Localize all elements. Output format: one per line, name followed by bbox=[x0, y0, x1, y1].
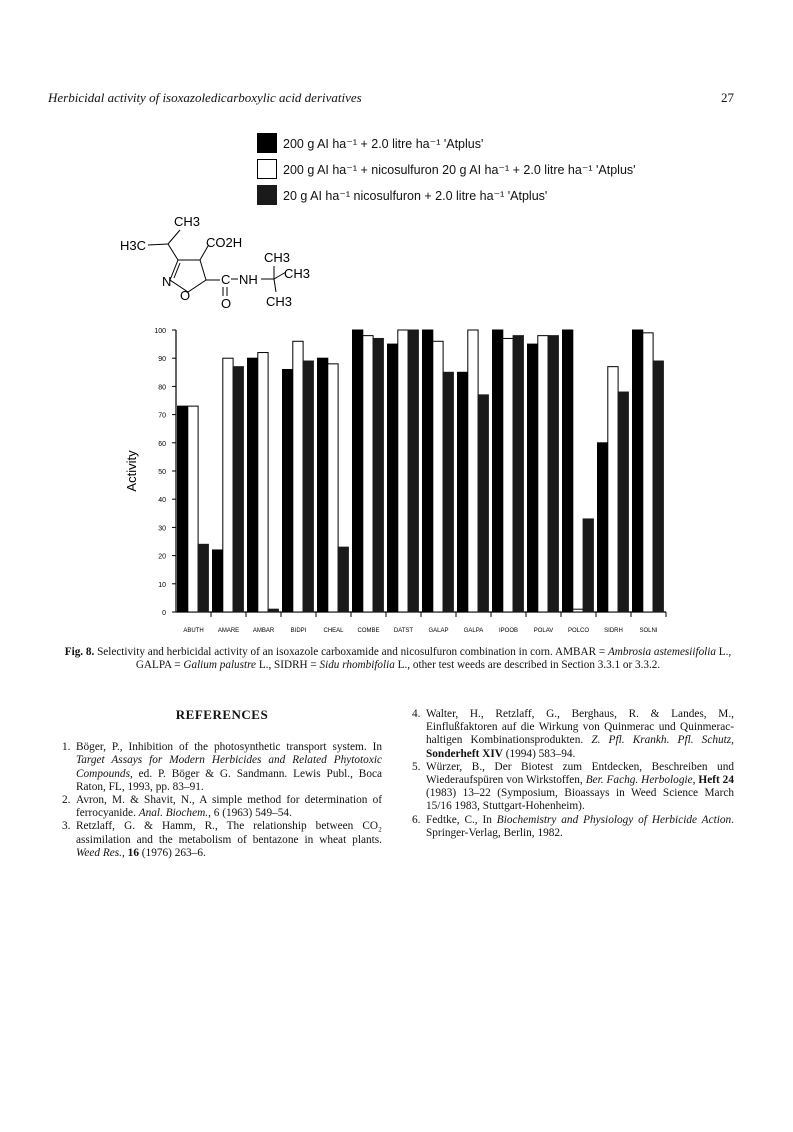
bar bbox=[548, 336, 558, 612]
bar bbox=[528, 344, 538, 612]
bar bbox=[188, 406, 198, 612]
reference-text: Target Assays for Modern Herbicides and Related Phytotoxic Compounds bbox=[76, 754, 382, 780]
legend-entry bbox=[257, 130, 636, 156]
bar bbox=[443, 372, 453, 612]
y-tick-label: 20 bbox=[158, 553, 166, 561]
struct-label-co2h: CO2H bbox=[206, 235, 243, 250]
y-tick-label: 100 bbox=[154, 328, 166, 335]
y-tick-label: 90 bbox=[158, 356, 166, 364]
reference-text: Heft 24 bbox=[698, 774, 734, 787]
reference-number: 3. bbox=[62, 820, 71, 833]
bar bbox=[538, 336, 548, 612]
x-tick-label: IPOOB bbox=[498, 628, 519, 634]
bar bbox=[653, 361, 663, 612]
legend-entry bbox=[257, 182, 636, 208]
reference-text: Böger, P., Inhibition of the photosynthetic transport system. In bbox=[76, 741, 382, 754]
reference-number: 1. bbox=[62, 741, 71, 754]
struct-label-c: C bbox=[221, 272, 231, 287]
x-tick-label: CHEAL bbox=[323, 628, 344, 634]
x-tick-label: GALPA bbox=[463, 628, 484, 634]
bar bbox=[293, 341, 303, 612]
reference-text: 16 bbox=[127, 846, 139, 859]
reference-text: , bbox=[692, 774, 699, 787]
reference-number: 4. bbox=[412, 708, 421, 720]
y-tick-label: 0 bbox=[162, 610, 166, 617]
bond bbox=[168, 244, 178, 260]
y-axis-label: Activity bbox=[124, 450, 139, 492]
reference-item bbox=[62, 820, 382, 860]
reference-text: , bbox=[731, 734, 734, 747]
bar bbox=[398, 330, 408, 612]
figure-caption bbox=[62, 646, 734, 672]
reference-text: , 6 (1963) 549–54. bbox=[208, 807, 292, 820]
reference-text: Sonderheft XIV bbox=[426, 747, 503, 760]
caption-species: Sidu rhombifolia bbox=[319, 659, 395, 671]
reference-text: Ber. Fachg. Herbologie bbox=[585, 774, 693, 787]
bar bbox=[213, 550, 223, 612]
reference-text: Fedtke, C., In bbox=[426, 813, 497, 826]
running-title: Herbicidal activity of isoxazoledicarboxylic acid derivatives bbox=[48, 90, 362, 105]
legend-label: 200 g AI ha⁻¹ + 2.0 litre ha⁻¹ 'Atplus' bbox=[283, 136, 484, 151]
reference-number: 6. bbox=[412, 813, 421, 826]
x-tick-label: SOLNI bbox=[639, 628, 658, 634]
bar bbox=[433, 341, 443, 612]
bar-chart bbox=[110, 318, 690, 644]
caption-species: Ambrosia astemesiifolia bbox=[607, 646, 716, 658]
reference-text: Anal. Biochem. bbox=[138, 807, 209, 820]
bar bbox=[198, 544, 208, 612]
bar bbox=[328, 364, 338, 612]
bar bbox=[468, 330, 478, 612]
legend-swatch-white bbox=[257, 159, 277, 179]
caption-species: Galium palustre bbox=[183, 659, 257, 671]
struct-label-o: O bbox=[221, 296, 232, 310]
reference-text: Würzer, B., Der Biotest zum Entdecken, Beschreiben und Wiederaufspüren von Wirkstoffen, bbox=[426, 760, 734, 787]
bond bbox=[174, 263, 180, 278]
bond bbox=[148, 244, 168, 245]
reference-number: 2. bbox=[62, 794, 71, 807]
bond bbox=[274, 279, 276, 292]
struct-label-ch3: CH3 bbox=[266, 294, 293, 309]
bar bbox=[513, 336, 523, 612]
bar bbox=[248, 358, 258, 612]
y-tick-label: 40 bbox=[158, 497, 166, 505]
struct-label-ch3: CH3 bbox=[284, 266, 311, 281]
y-tick-label: 50 bbox=[158, 469, 166, 476]
reference-text: (1976) 263–6. bbox=[138, 846, 206, 859]
bar bbox=[338, 547, 348, 612]
figure-label: Fig. 8. bbox=[64, 646, 95, 658]
y-tick-label: 30 bbox=[158, 525, 166, 533]
reference-item bbox=[62, 794, 382, 820]
bar bbox=[318, 358, 328, 612]
bar bbox=[178, 406, 188, 612]
legend-swatch-black bbox=[257, 133, 277, 153]
reference-text: Retzlaff, G. & Hamm, R., The relationship between CO₂ assimilation and the metabolism of bentazone in wheat plants. bbox=[76, 820, 382, 846]
bar bbox=[373, 338, 383, 612]
x-tick-label: AMBAR bbox=[252, 628, 275, 634]
bar bbox=[633, 330, 643, 612]
references-column-right bbox=[412, 708, 734, 840]
x-tick-label: POLAV bbox=[533, 628, 554, 634]
bar bbox=[303, 361, 313, 612]
reference-text: Z. Pfl. Krankh. Pfl. Schutz bbox=[591, 734, 732, 747]
y-tick-label: 60 bbox=[158, 440, 166, 448]
bar bbox=[388, 344, 398, 612]
caption-text: L., GALPA = bbox=[135, 646, 732, 671]
bar bbox=[363, 336, 373, 612]
x-tick-label: ABUTH bbox=[183, 628, 204, 634]
bar bbox=[408, 330, 418, 612]
y-tick-label: 10 bbox=[158, 581, 166, 589]
reference-text: . Springer-Verlag, Berlin, 1982. bbox=[426, 813, 734, 839]
bar bbox=[503, 338, 513, 612]
caption-text: Selectivity and herbicidal activity of an isoxazole carboxamide and nicosulfuron combination in corn. AMBAR = bbox=[94, 646, 608, 658]
struct-label-ch3: CH3 bbox=[264, 250, 291, 265]
chart-legend bbox=[257, 130, 636, 208]
x-tick-label: GALAP bbox=[428, 628, 449, 634]
reference-item bbox=[62, 741, 382, 794]
bar bbox=[423, 330, 433, 612]
bar bbox=[583, 519, 593, 612]
legend-swatch-dark bbox=[257, 185, 277, 205]
x-tick-label: DATST bbox=[393, 628, 414, 634]
chemical-structure bbox=[118, 210, 338, 310]
references-heading: REFERENCES bbox=[175, 707, 269, 722]
bar bbox=[608, 367, 618, 612]
bar bbox=[283, 369, 293, 612]
reference-text: Weed Res. bbox=[76, 846, 123, 859]
page-number: 27 bbox=[721, 90, 734, 105]
bar bbox=[643, 333, 653, 612]
legend-entry bbox=[257, 156, 636, 182]
legend-label: 200 g AI ha⁻¹ + nicosulfuron 20 g AI ha⁻¹ + 2.0 litre ha⁻¹ 'Atplus' bbox=[283, 162, 636, 177]
reference-text: (1983) 13–22 (Symposium, Bioassays in Weed Science March 15/16 1983, Stuttgart-Hohenheim). bbox=[426, 787, 734, 813]
caption-text: L., other test weeds are described in Section 3.3.1 or 3.3.2. bbox=[394, 659, 661, 671]
bar bbox=[618, 392, 628, 612]
x-tick-label: SIDRH bbox=[604, 628, 623, 634]
legend-label: 20 g AI ha⁻¹ nicosulfuron + 2.0 litre ha⁻¹ 'Atplus' bbox=[283, 188, 548, 203]
bar bbox=[223, 358, 233, 612]
reference-number: 5. bbox=[412, 760, 421, 773]
y-tick-label: 80 bbox=[158, 384, 166, 392]
bar bbox=[563, 330, 573, 612]
running-head bbox=[48, 90, 734, 106]
x-tick-label: AMARE bbox=[217, 628, 240, 634]
bar bbox=[258, 353, 268, 612]
bar bbox=[458, 372, 468, 612]
bar bbox=[478, 395, 488, 612]
reference-text: Walter, H., Retzlaff, G., Berghaus, R. & Landes, M., Einflußfaktoren auf die Wirkung von Quinmerac und Quinmerac-haltigen Kombinationsprodukten. bbox=[426, 708, 734, 747]
struct-label-h3c: H3C bbox=[120, 238, 147, 253]
reference-item bbox=[412, 814, 734, 840]
bar bbox=[353, 330, 363, 612]
struct-label-o-ring: O bbox=[180, 288, 191, 303]
struct-label-n: N bbox=[162, 274, 172, 289]
references-column-left bbox=[62, 708, 382, 860]
bond bbox=[168, 230, 180, 244]
struct-label-nh: NH bbox=[239, 272, 258, 287]
x-tick-label: COMBE bbox=[357, 628, 380, 634]
y-tick-label: 70 bbox=[158, 412, 166, 420]
reference-text: , bbox=[122, 846, 128, 859]
bar bbox=[493, 330, 503, 612]
reference-text: , ed. P. Böger & G. Sandmann. Lewis Publ., Boca Raton, FL, 1993, pp. 83–91. bbox=[76, 767, 382, 793]
bar bbox=[233, 367, 243, 612]
reference-text: Biochemistry and Physiology of Herbicide Action bbox=[496, 813, 732, 826]
bar bbox=[573, 609, 583, 612]
bar bbox=[598, 443, 608, 612]
bar bbox=[268, 609, 278, 612]
reference-text: Avron, M. & Shavit, N., A simple method for determination of ferrocyanide. bbox=[76, 794, 382, 820]
reference-text: (1994) 583–94. bbox=[502, 747, 576, 760]
reference-item bbox=[412, 708, 734, 761]
x-tick-label: BIDPI bbox=[290, 628, 307, 634]
reference-item bbox=[412, 761, 734, 814]
caption-text: L., SIDRH = bbox=[256, 659, 320, 671]
struct-label-ch3: CH3 bbox=[174, 214, 201, 229]
x-tick-label: POLCO bbox=[567, 628, 590, 634]
